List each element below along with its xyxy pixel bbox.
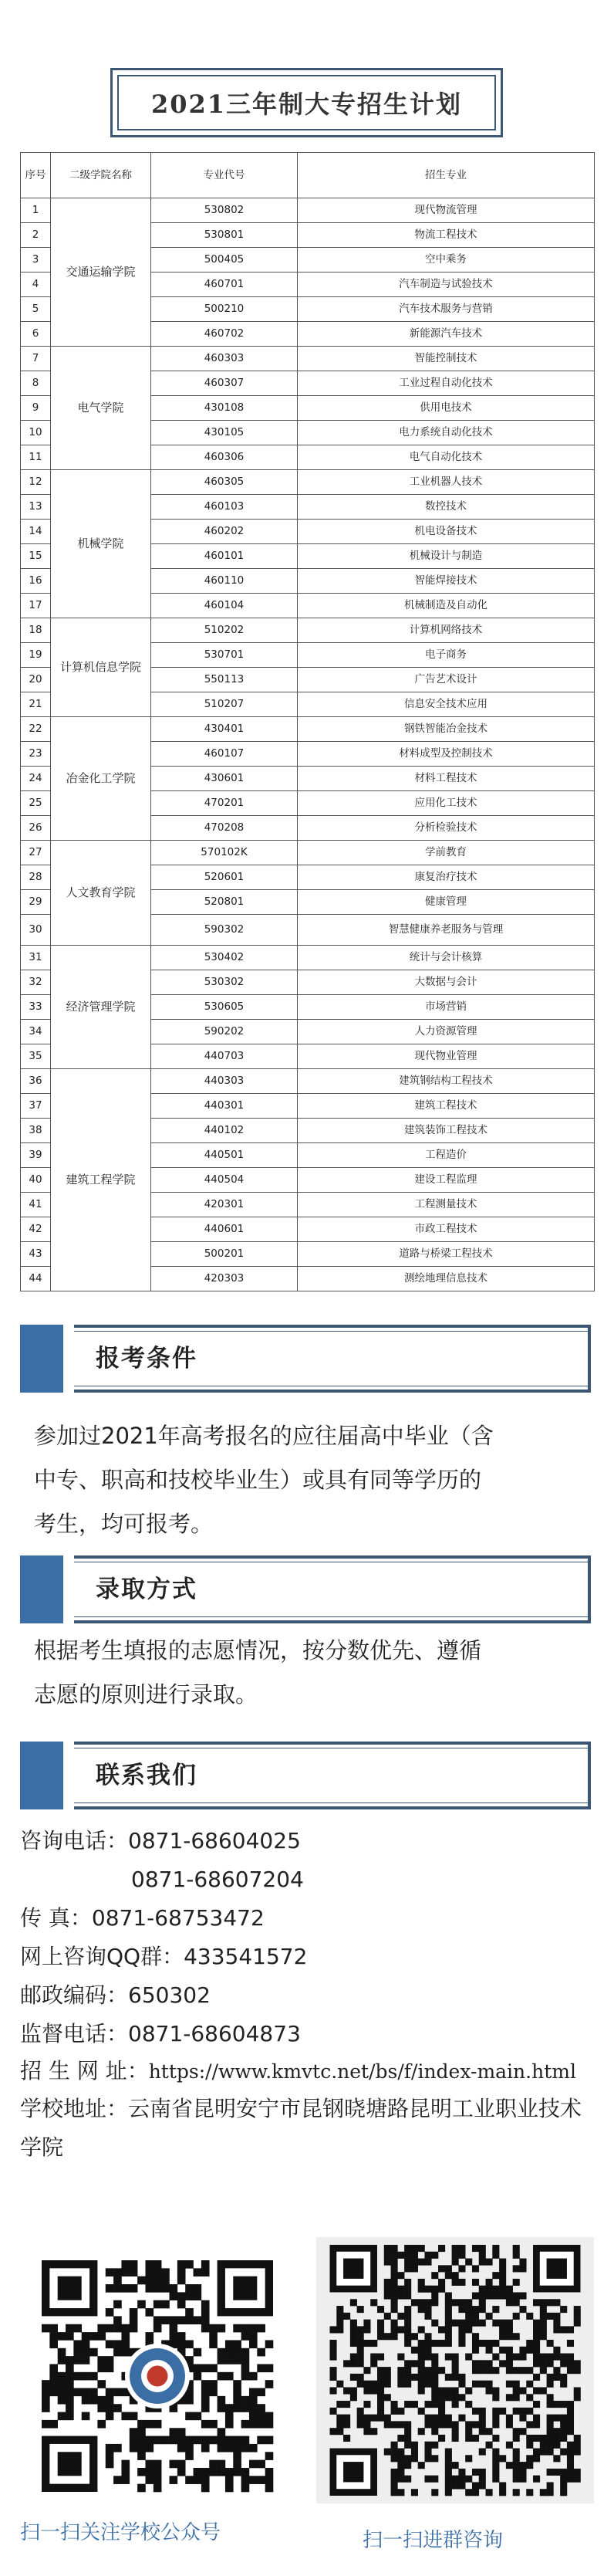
contact-info [20,1822,594,2167]
major-name: 市政工程技术 [298,1217,595,1242]
major-code: 550113 [151,668,298,692]
admission-text [34,1629,589,1717]
row-number: 17 [21,594,51,618]
college-name: 电气学院 [51,347,151,470]
row-number: 18 [21,618,51,643]
major-name: 汽车制造与试验技术 [298,272,595,297]
contact-fax: 传 真：0871-68753472 [20,1905,265,1931]
major-name: 计算机网络技术 [298,618,595,643]
major-code: 510207 [151,692,298,717]
major-code: 430401 [151,717,298,742]
major-name: 工程测量技术 [298,1193,595,1217]
major-name: 应用化工技术 [298,791,595,816]
header-college: 二级学院名称 [51,153,151,198]
major-name: 机械设计与制造 [298,544,595,569]
major-name: 汽车技术服务与营销 [298,297,595,322]
row-number: 24 [21,767,51,791]
row-number: 37 [21,1094,51,1119]
major-code: 520601 [151,865,298,890]
major-code: 460702 [151,322,298,347]
major-name: 机械制造及自动化 [298,594,595,618]
row-number: 22 [21,717,51,742]
section-title-panel [74,1555,591,1623]
major-name: 建筑钢结构工程技术 [298,1069,595,1094]
major-name: 现代物业管理 [298,1044,595,1069]
major-code: 440703 [151,1044,298,1069]
college-name: 人文教育学院 [51,841,151,946]
table-row [21,841,595,865]
row-number: 15 [21,544,51,569]
section-title: 录取方式 [96,1576,197,1603]
major-code: 460110 [151,569,298,594]
row-number: 21 [21,692,51,717]
major-name: 市场营销 [298,995,595,1020]
major-name: 电子商务 [298,643,595,668]
table-row [21,1069,595,1094]
row-number: 9 [21,396,51,421]
row-number: 16 [21,569,51,594]
college-name: 交通运输学院 [51,198,151,347]
major-code: 510202 [151,618,298,643]
table-row [21,347,595,371]
major-code: 530302 [151,970,298,995]
row-number: 26 [21,816,51,841]
row-number: 39 [21,1143,51,1168]
major-code: 460101 [151,544,298,569]
page-title: 2021三年制大专招生计划 [150,90,463,119]
admission-line: 志愿的原则进行录取。 [34,1681,258,1708]
major-code: 590302 [151,915,298,946]
conditions-line: 考生，均可报考。 [34,1511,214,1537]
row-number: 34 [21,1020,51,1044]
row-number: 5 [21,297,51,322]
major-name: 建设工程监理 [298,1168,595,1193]
major-name: 广告艺术设计 [298,668,595,692]
section-accent-band [20,1325,63,1393]
row-number: 20 [21,668,51,692]
qr-caption-consult-group: 扫一扫进群咨询 [363,2529,504,2552]
contact-phone-2: 0871-68607204 [131,1867,304,1892]
major-code: 570102K [151,841,298,865]
major-name: 工程造价 [298,1143,595,1168]
major-name: 电气自动化技术 [298,445,595,470]
row-number: 35 [21,1044,51,1069]
major-code: 440501 [151,1143,298,1168]
row-number: 1 [21,198,51,223]
section-title: 报考条件 [96,1345,197,1373]
conditions-line: 中专、职高和技校毕业生）或具有同等学历的 [34,1467,482,1493]
major-code: 440601 [151,1217,298,1242]
row-number: 3 [21,248,51,272]
title-inner-frame [117,75,496,130]
major-code: 590202 [151,1020,298,1044]
admission-line: 根据考生填报的志愿情况，按分数优先、遵循 [34,1637,482,1664]
contact-address: 学校地址：云南省昆明安宁市昆钢晓塘路昆明工业职业技术学院 [20,2096,582,2160]
website-link[interactable]: https://www.kmvtc.net/bs/f/index-main.html [148,2060,576,2083]
major-name: 统计与会计核算 [298,946,595,970]
major-name: 材料工程技术 [298,767,595,791]
major-code: 530801 [151,223,298,248]
college-name: 冶金化工学院 [51,717,151,841]
major-name: 康复治疗技术 [298,865,595,890]
section-header-conditions [20,1325,591,1393]
major-name: 空中乘务 [298,248,595,272]
row-number: 11 [21,445,51,470]
row-number: 30 [21,915,51,946]
major-name: 道路与桥梁工程技术 [298,1242,595,1267]
section-title: 联系我们 [96,1762,197,1789]
conditions-line: 参加过2021年高考报名的应往届高中毕业（含 [34,1423,494,1449]
major-code: 460307 [151,371,298,396]
major-code: 470201 [151,791,298,816]
major-code: 440301 [151,1094,298,1119]
wechat-official-account-qr-code [34,2253,281,2500]
section-header-contact [20,1742,591,1809]
table-row [21,717,595,742]
major-code: 530605 [151,995,298,1020]
row-number: 23 [21,742,51,767]
section-accent-band [20,1742,63,1809]
table-row [21,618,595,643]
major-code: 420301 [151,1193,298,1217]
enrollment-plan-table [20,152,595,1291]
major-name: 建筑装饰工程技术 [298,1119,595,1143]
major-code: 460701 [151,272,298,297]
contact-website-row [20,2053,594,2090]
contact-postcode: 邮政编码：650302 [20,1982,211,2008]
qr-caption-official-account: 扫一扫关注学校公众号 [20,2521,221,2544]
major-code: 530701 [151,643,298,668]
section-header-admission [20,1555,591,1623]
row-number: 41 [21,1193,51,1217]
row-number: 19 [21,643,51,668]
row-number: 29 [21,890,51,915]
section-accent-band [20,1555,63,1623]
major-code: 430108 [151,396,298,421]
major-code: 460306 [151,445,298,470]
major-code: 470208 [151,816,298,841]
major-name: 工业机器人技术 [298,470,595,495]
major-name: 数控技术 [298,495,595,520]
major-name: 工业过程自动化技术 [298,371,595,396]
major-code: 460107 [151,742,298,767]
row-number: 38 [21,1119,51,1143]
row-number: 36 [21,1069,51,1094]
major-name: 电力系统自动化技术 [298,421,595,445]
row-number: 25 [21,791,51,816]
college-name: 机械学院 [51,470,151,618]
row-number: 43 [21,1242,51,1267]
major-code: 440102 [151,1119,298,1143]
major-code: 500210 [151,297,298,322]
major-name: 物流工程技术 [298,223,595,248]
major-name: 智能控制技术 [298,347,595,371]
contact-qq-group: 网上咨询QQ群：433541572 [20,1944,308,1969]
major-name: 智能焊接技术 [298,569,595,594]
major-name: 信息安全技术应用 [298,692,595,717]
website-label: 招 生 网 址： [20,2058,149,2083]
header-major: 招生专业 [298,153,595,198]
row-number: 10 [21,421,51,445]
header-no: 序号 [21,153,51,198]
major-name: 人力资源管理 [298,1020,595,1044]
row-number: 42 [21,1217,51,1242]
major-name: 大数据与会计 [298,970,595,995]
major-code: 430601 [151,767,298,791]
major-name: 现代物流管理 [298,198,595,223]
row-number: 4 [21,272,51,297]
row-number: 32 [21,970,51,995]
row-number: 44 [21,1267,51,1291]
row-number: 8 [21,371,51,396]
major-name: 分析检验技术 [298,816,595,841]
major-code: 520801 [151,890,298,915]
major-name: 智慧健康养老服务与管理 [298,915,595,946]
major-name: 测绘地理信息技术 [298,1267,595,1291]
major-name: 健康管理 [298,890,595,915]
table-row [21,198,595,223]
row-number: 12 [21,470,51,495]
major-name: 钢铁智能冶金技术 [298,717,595,742]
college-name: 计算机信息学院 [51,618,151,717]
major-code: 460103 [151,495,298,520]
section-title-panel [74,1742,591,1809]
row-number: 40 [21,1168,51,1193]
title-frame [110,68,503,137]
major-code: 460104 [151,594,298,618]
major-name: 新能源汽车技术 [298,322,595,347]
major-code: 460202 [151,520,298,544]
row-number: 27 [21,841,51,865]
major-code: 420303 [151,1267,298,1291]
major-name: 建筑工程技术 [298,1094,595,1119]
major-code: 440504 [151,1168,298,1193]
row-number: 28 [21,865,51,890]
major-code: 430105 [151,421,298,445]
major-name: 学前教育 [298,841,595,865]
major-code: 460305 [151,470,298,495]
major-code: 530802 [151,198,298,223]
college-name: 经济管理学院 [51,946,151,1069]
major-code: 530402 [151,946,298,970]
major-code: 500201 [151,1242,298,1267]
contact-phone: 咨询电话：0871-68604025 [20,1828,301,1853]
row-number: 2 [21,223,51,248]
major-code: 500405 [151,248,298,272]
college-name: 建筑工程学院 [51,1069,151,1291]
major-name: 机电设备技术 [298,520,595,544]
major-code: 460303 [151,347,298,371]
row-number: 33 [21,995,51,1020]
major-code: 440303 [151,1069,298,1094]
row-number: 6 [21,322,51,347]
major-name: 材料成型及控制技术 [298,742,595,767]
section-title-panel [74,1325,591,1393]
table-row [21,946,595,970]
major-name: 供用电技术 [298,396,595,421]
table-row [21,470,595,495]
row-number: 13 [21,495,51,520]
conditions-text [34,1414,589,1546]
row-number: 7 [21,347,51,371]
header-code: 专业代号 [151,153,298,198]
contact-supervise-phone: 监督电话：0871-68604873 [20,2021,301,2046]
table-header-row [21,153,595,198]
row-number: 31 [21,946,51,970]
consult-group-qr-code [316,2237,594,2503]
row-number: 14 [21,520,51,544]
